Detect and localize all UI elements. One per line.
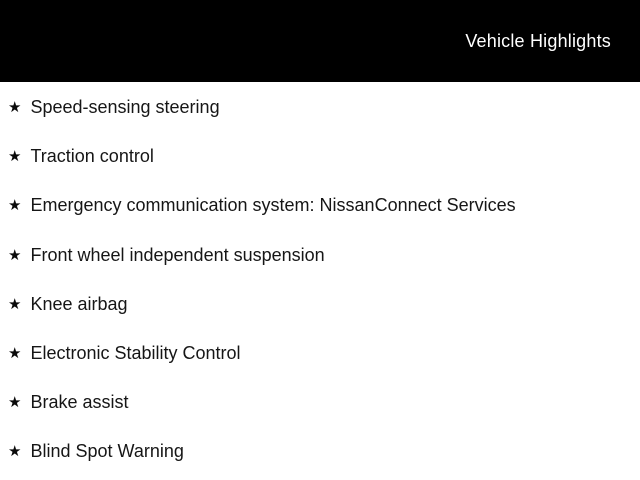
list-item: [0, 378, 640, 427]
list-item: [0, 83, 640, 132]
feature-label: Electronic Stability Control: [30, 343, 241, 364]
feature-label: Brake assist: [30, 392, 129, 413]
page-title: Vehicle Highlights: [465, 30, 611, 51]
star-bullet-icon: ★: [8, 148, 22, 166]
list-item: [0, 280, 640, 329]
feature-label: Blind Spot Warning: [30, 441, 184, 462]
star-bullet-icon: ★: [8, 197, 22, 215]
star-bullet-icon: ★: [8, 295, 22, 313]
feature-label: Traction control: [30, 146, 154, 167]
feature-label: Knee airbag: [30, 293, 128, 314]
list-item: [0, 427, 640, 476]
star-bullet-icon: ★: [8, 246, 22, 264]
feature-label: Speed-sensing steering: [30, 97, 220, 118]
header-bar: [0, 0, 640, 82]
feature-label: Emergency communication system: NissanConnect Services: [30, 195, 516, 216]
list-item: [0, 132, 640, 181]
star-bullet-icon: ★: [8, 99, 22, 117]
list-item: [0, 181, 640, 230]
list-item: [0, 231, 640, 280]
list-item: [0, 329, 640, 378]
star-bullet-icon: ★: [8, 345, 22, 363]
star-bullet-icon: ★: [8, 394, 22, 412]
feature-label: Front wheel independent suspension: [30, 244, 325, 265]
feature-list: [0, 82, 640, 477]
star-bullet-icon: ★: [8, 443, 22, 461]
